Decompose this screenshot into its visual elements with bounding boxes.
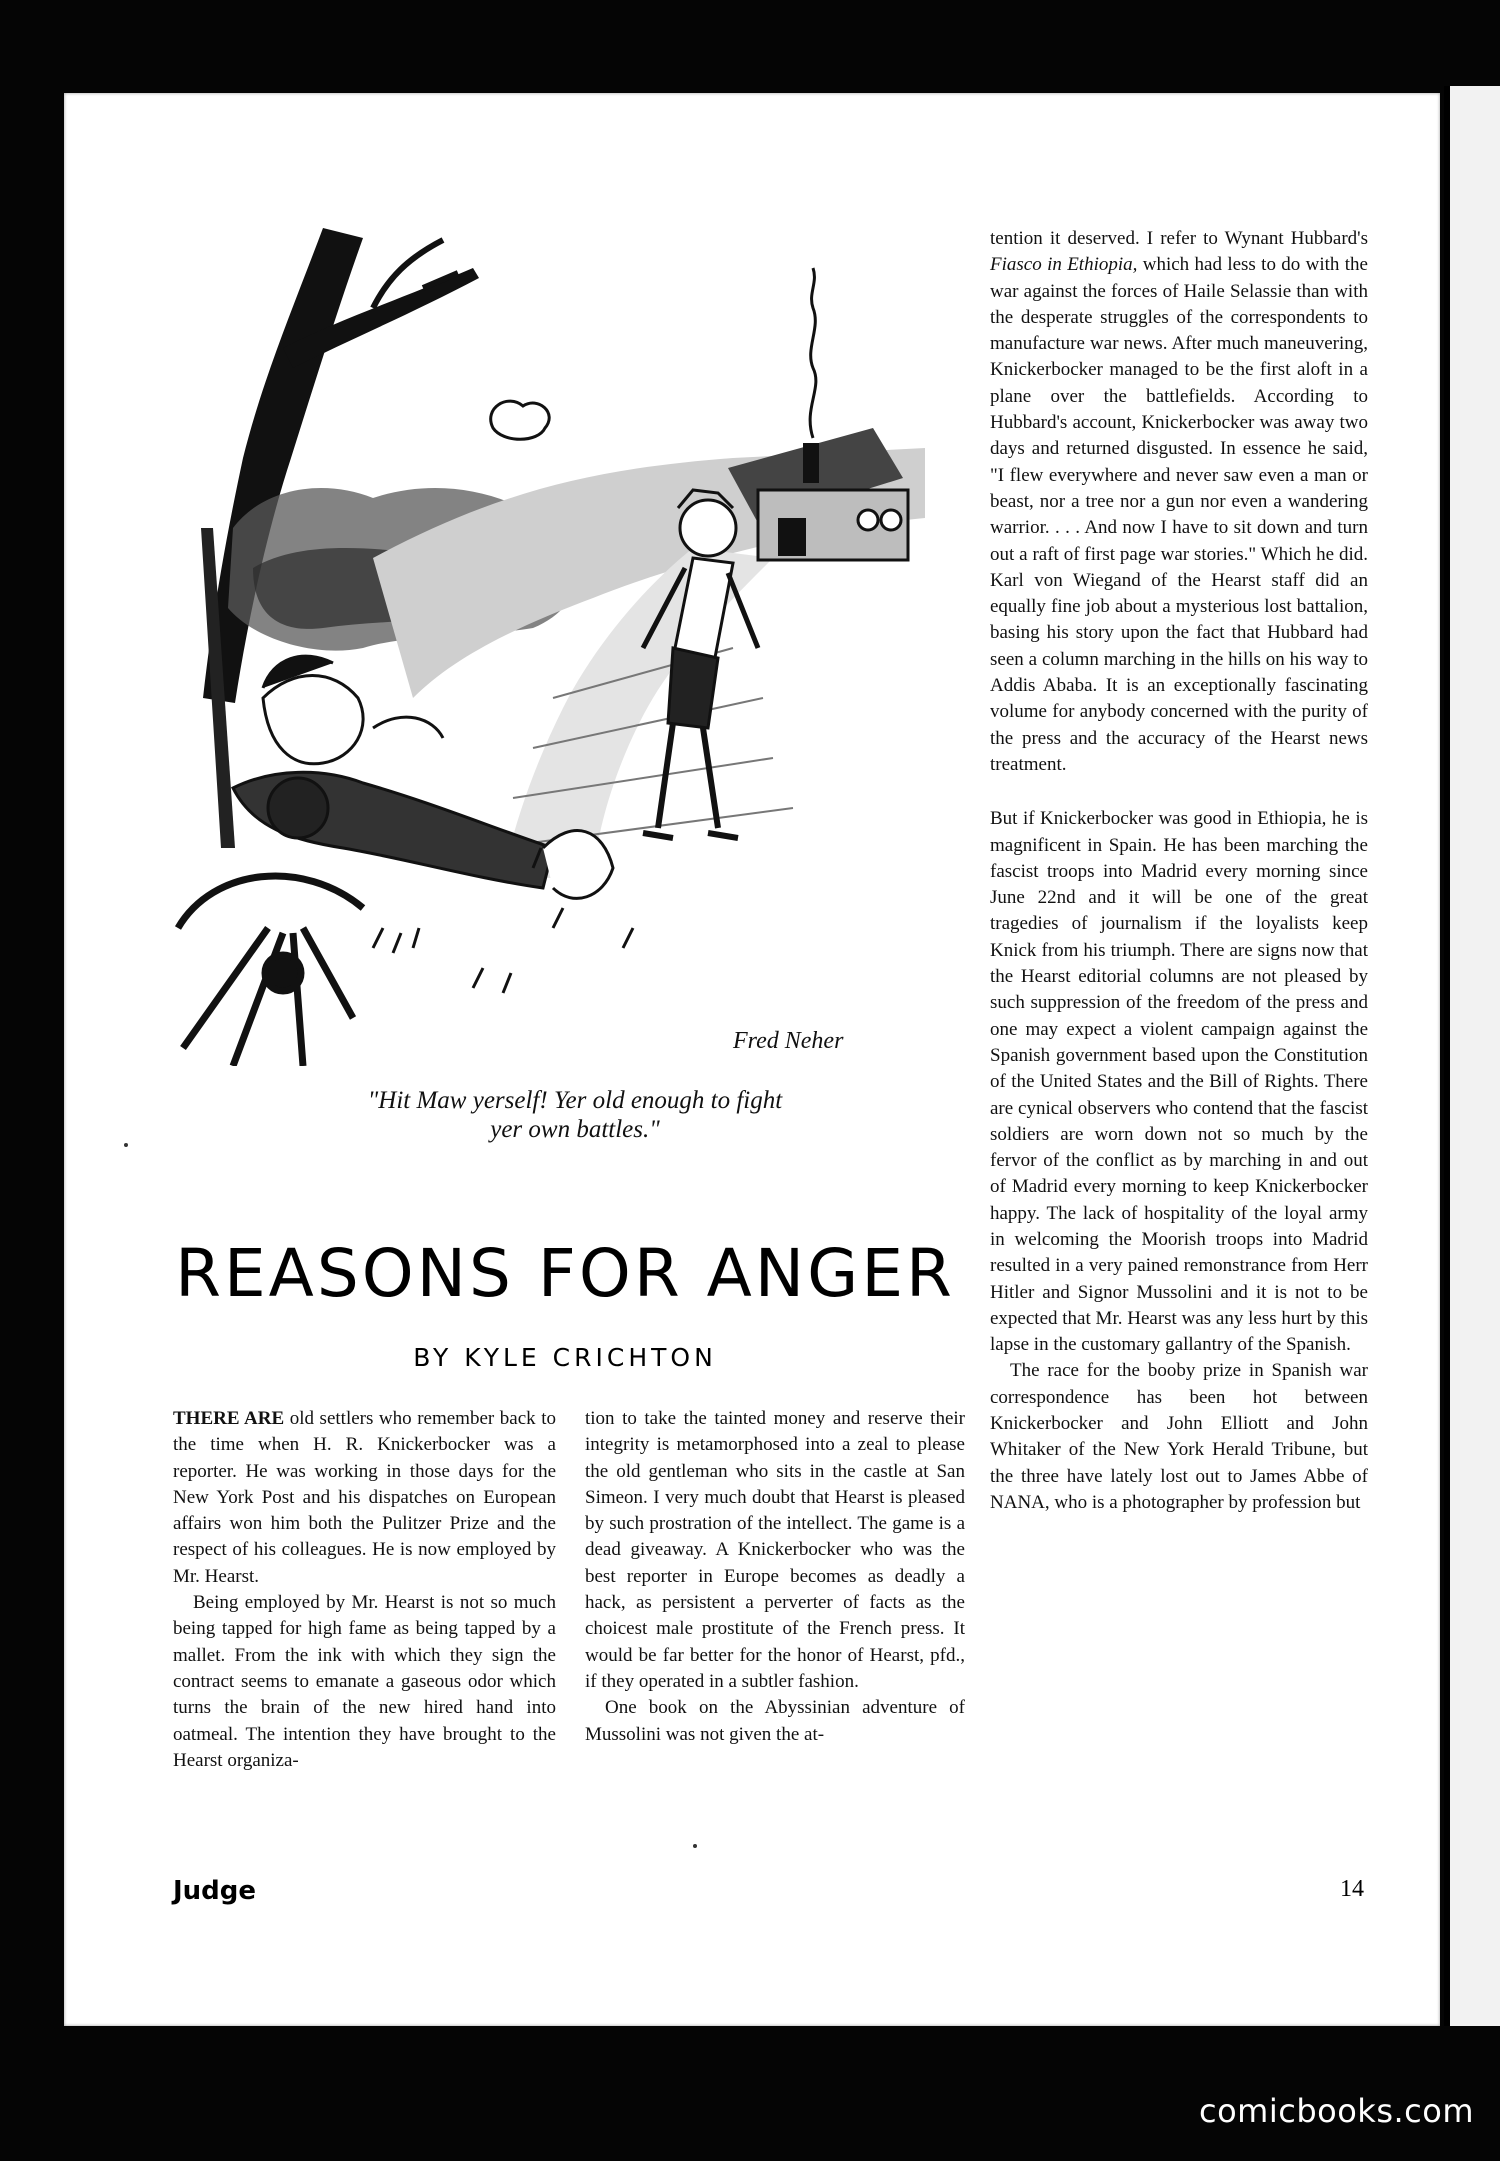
wagon-wheel <box>178 876 363 1066</box>
paragraph-text: old settlers who remember back to the time when H. R. Knickerbocker was a reporter. He was working in those days for the New York Post and his dispatches on European affairs won him both the Pulitzer Prize and the respect of his colleagues. He is now employed by Mr. Hearst. <box>173 1408 556 1587</box>
cabin <box>728 268 908 560</box>
speck <box>124 1143 128 1147</box>
article-byline: BY KYLE CRICHTON <box>413 1343 717 1372</box>
paragraph: Being employed by Mr. Hearst is not so much being tapped for high fame as being tapped by a mallet. From the ink with which they sign the contract seems to emanate a gaseous odor which turns the brain of the new hired hand into oatmeal. The intention they have brought to the Hearst organiza- <box>173 1592 556 1771</box>
artist-signature: Fred Neher <box>733 1028 844 1054</box>
illustration-caption <box>260 1086 890 1144</box>
paragraph: But if Knickerbocker was good in Ethiopia, he is magnificent in Spain. He has been marching the fascist troops into Madrid every morning since June 22nd and it will be one of the great tragedies of journalism if the loyalists keep Knick from his triumph. There are signs now that the Hearst editorial columns are not pleased by such suppression of the freedom of the press and one may expect a violent campaign against the Spanish government based upon the Constitution of the United States and the Bill of Rights. There are cynical observers who contend that the fascist soldiers are worn down not so much by the fervor of the conflict as by marching in and out of Madrid every morning to keep Knickerbocker happy. The lack of hospitality of the loyal army in welcoming the Moorish troops into Madrid resulted in a very pained remonstrance from Herr Hitler and Signor Mussolini and it is not to be expected that Mr. Hearst was any less hurt by this lapse in the customary gallantry of the Spanish. <box>990 808 1368 1356</box>
page-number: 14 <box>1340 1876 1364 1902</box>
paragraph: One book on the Abyssinian adventure of Mussolini was not given the at- <box>585 1697 965 1745</box>
paragraph: The race for the booby prize in Spanish war correspondence has been hot between Knickerbocker and John Elliott and John Whitaker of the New York Herald Tribune, but the three have lately lost out to James Abbe of NANA, who is a photographer by profession but <box>990 1360 1368 1513</box>
smoke-puff <box>491 401 549 439</box>
paragraph: tion to take the tainted money and reserve their integrity is metamorphosed into a zeal to please the old gentleman who sits in the castle at San Simeon. I very much doubt that Hearst is pleased by such prostration of the intellect. The game is a dead giveaway. A Knickerbocker who was the best reporter in Europe becomes as deadly a hack, as persistent a perverter of facts as the choicest male prostitute of the French press. It would be far better for the honor of Hearst, pfd., if they operated in a subtler fashion. <box>585 1408 965 1692</box>
next-page-edge <box>1444 86 1500 2026</box>
article-headline: REASONS FOR ANGER <box>175 1235 955 1312</box>
paragraph-text: tention it deserved. I refer to Wynant Hubbard's <box>990 228 1368 249</box>
lead-in: THERE ARE <box>173 1408 285 1429</box>
site-watermark: comicbooks.com <box>1198 2092 1474 2130</box>
speck <box>693 1844 697 1848</box>
book-title: Fiasco in Ethiopia, <box>990 254 1138 276</box>
text-column-3 <box>990 226 1368 1516</box>
text-column-1 <box>173 1406 556 1774</box>
cartoon-illustration <box>173 228 925 1066</box>
magazine-name: Judge <box>173 1876 257 1906</box>
paragraph-text: which had less to do with the war against the forces of Haile Selassie than with the desperate struggles of the correspondents to manufacture war news. After much maneuvering, Knickerbocker managed to be the first aloft in a plane over the battlefields. According to Hubbard's account, Knickerbocker was away two days and returned disgusted. In essence he said, "I flew everywhere and never saw even a man or beast, nor a tree nor a gun nor even a wandering warrior. . . . And now I have to sit down and turn out a raft of first page war stories." Which he did. Karl von Wiegand of the Hearst staff did an equally fine job about a mysterious lost battalion, basing his story upon the fact that Hubbard had seen a column marching in the hills on his way to Addis Ababa. It is an exceptionally fascinating volume for anybody concerned with the purity of the press and the accuracy of the Hearst news treatment. <box>990 254 1368 775</box>
text-column-2 <box>585 1406 965 1748</box>
paragraph <box>173 1406 556 1590</box>
caption-line-1: "Hit Maw yerself! Yer old enough to fight <box>367 1087 783 1114</box>
paragraph <box>990 226 1368 778</box>
caption-line-2: yer own battles." <box>490 1116 660 1143</box>
